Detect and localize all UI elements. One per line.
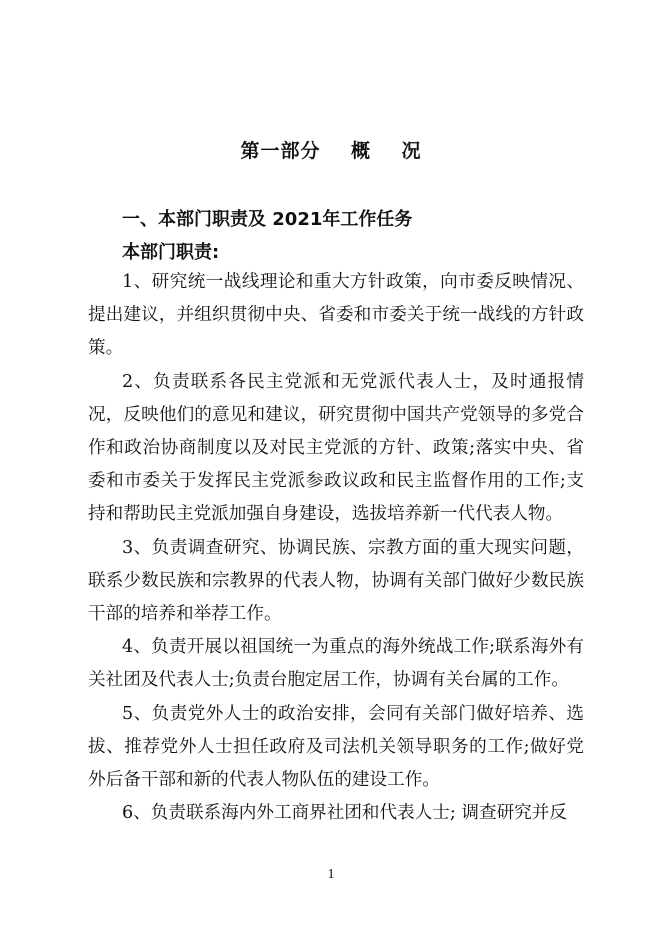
page-number: 1	[327, 867, 335, 882]
subheading: 本部门职责:	[122, 242, 220, 263]
body-text	[88, 266, 584, 830]
page-title: 第一部分 概 况	[240, 140, 422, 162]
paragraph-2: 2、负责联系各民主党派和无党派代表人士，及时通报情况，反映他们的意见和建议，研究贯彻中国共产党领导的多党合作和政治协商制度以及对民主党派的方针、政策;落实中央、省委和市委关于发挥民主党派参政议政和民主监督作用的工作;支持和帮助民主党派加强自身建设，选拔培养新一代代表人物。	[88, 371, 584, 525]
paragraph-1: 1、研究统一战线理论和重大方针政策，向市委反映情况、提出建议，并组织贯彻中央、省委和市委关于统一战线的方针政策。	[88, 272, 584, 359]
paragraph-5: 5、负责党外人士的政治安排，会同有关部门做好培养、选拔、推荐党外人士担任政府及司法机关领导职务的工作;做好党外后备干部和新的代表人物队伍的建设工作。	[88, 703, 584, 791]
section-heading: 一、本部门职责及 2021年工作任务	[122, 209, 413, 230]
paragraph-4: 4、负责开展以祖国统一为重点的海外统战工作;联系海外有关社团及代表人士;负责台胞定居工作，协调有关台属的工作。	[88, 637, 584, 691]
paragraph-6: 6、负责联系海内外工商界社团和代表人士; 调查研究并反	[122, 803, 567, 824]
paragraph-3: 3、负责调查研究、协调民族、宗教方面的重大现实问题，联系少数民族和宗教界的代表人物，协调有关部门做好少数民族干部的培养和举荐工作。	[88, 537, 584, 625]
